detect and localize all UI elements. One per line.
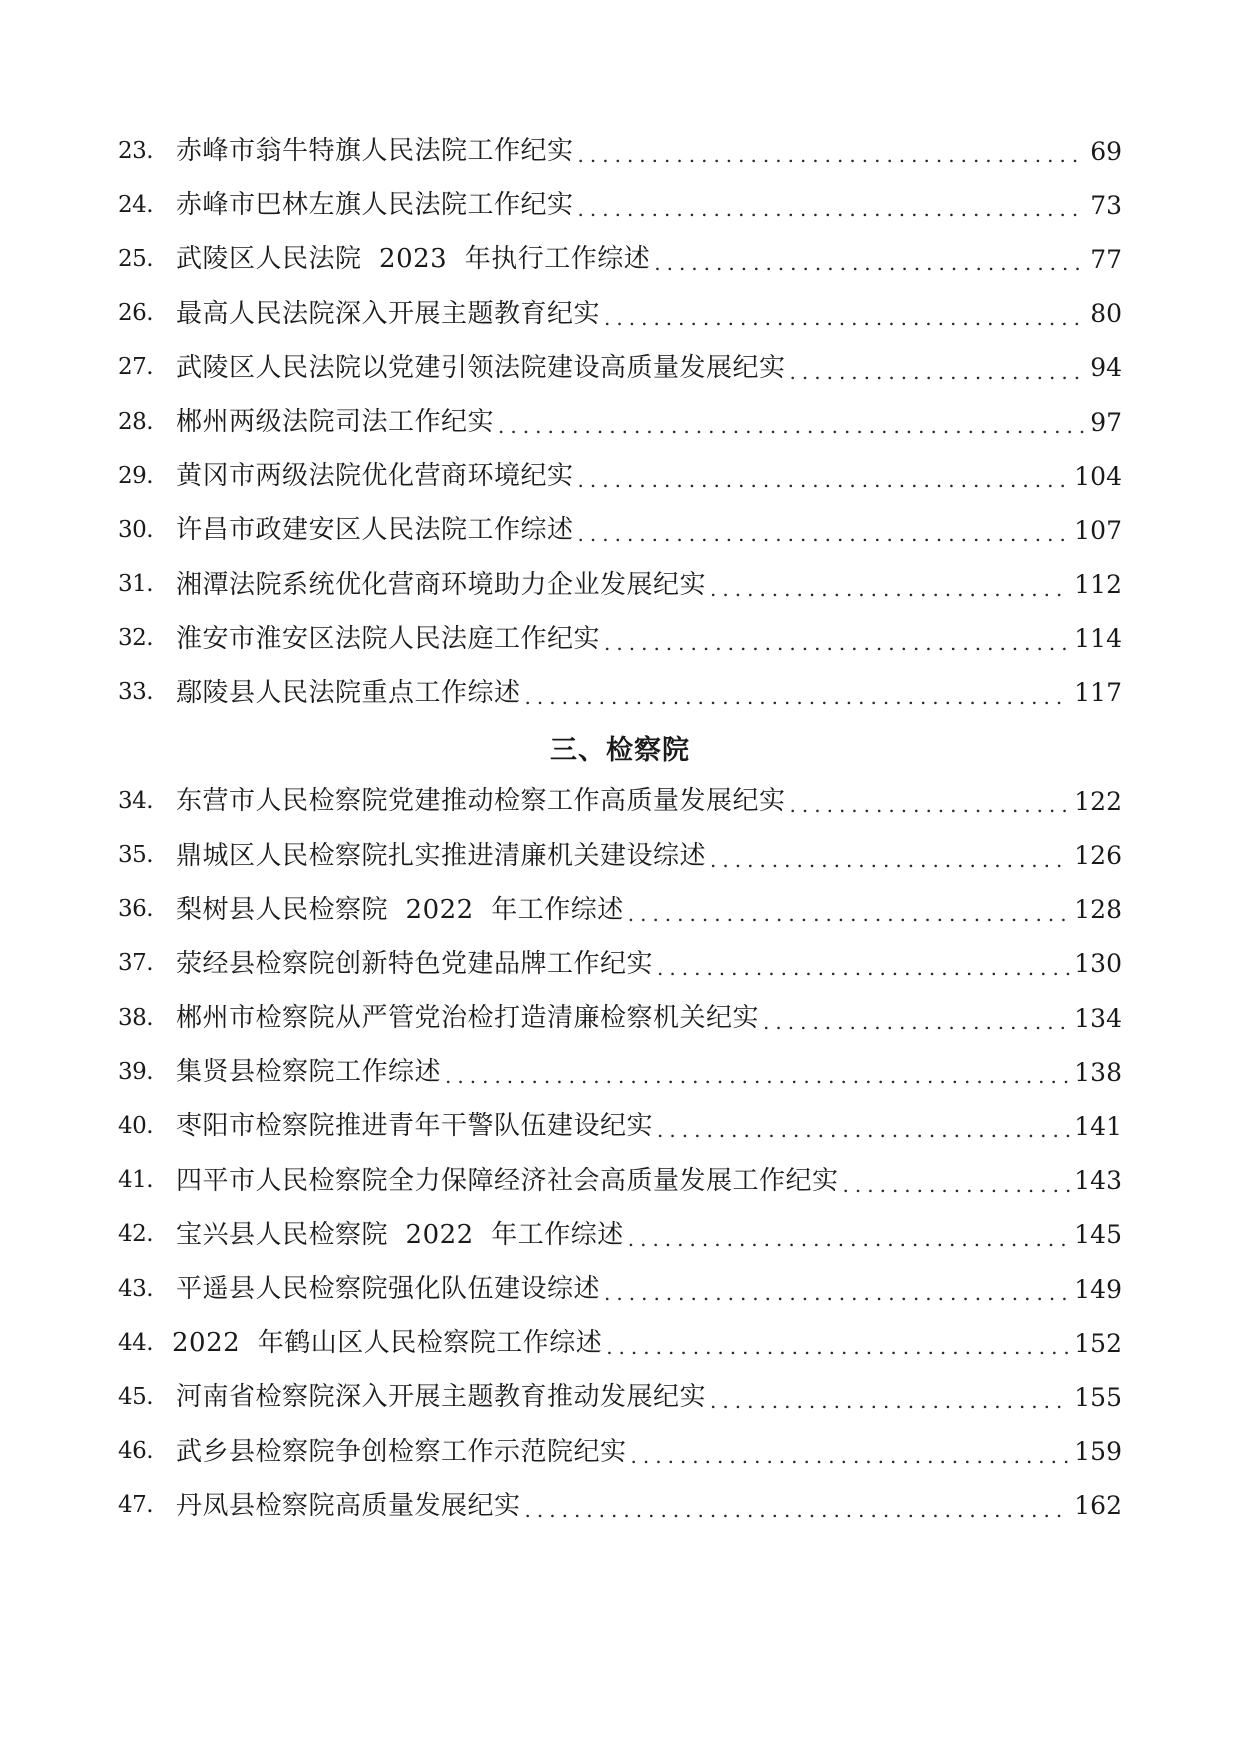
entry-number: 47. — [118, 1492, 154, 1519]
toc-entry-35[interactable] — [118, 828, 1122, 882]
toc-entry-23[interactable] — [118, 124, 1122, 178]
entry-page-number: 122 — [1074, 786, 1122, 816]
entry-title: 荥经县检察院创新特色党建品牌工作纪实 — [176, 948, 654, 979]
dot-leader — [710, 850, 1070, 870]
entry-title: 郴州两级法院司法工作纪实 — [176, 407, 495, 438]
dot-leader — [790, 795, 1071, 815]
entry-page-number: 134 — [1074, 1003, 1122, 1033]
entry-number: 33. — [118, 679, 154, 706]
toc-entry-40[interactable] — [118, 1099, 1122, 1153]
entry-title: 湘潭法院系统优化营商环境助力企业发展纪实 — [176, 569, 707, 600]
entry-page-number: 73 — [1090, 190, 1122, 220]
entry-page-number: 162 — [1074, 1491, 1122, 1521]
entry-page-number: 112 — [1074, 570, 1122, 600]
entry-number: 39. — [118, 1058, 154, 1085]
entry-title: 最高人民法院深入开展主题教育纪实 — [176, 298, 601, 329]
entry-page-number: 159 — [1074, 1437, 1122, 1467]
entry-page-number: 149 — [1074, 1274, 1122, 1304]
toc-entry-32[interactable] — [118, 612, 1122, 666]
dot-leader — [604, 633, 1070, 653]
toc-entry-24[interactable] — [118, 178, 1122, 232]
toc-entry-44[interactable] — [118, 1316, 1122, 1370]
entry-title: 四平市人民检察院全力保障经济社会高质量发展工作纪实 — [176, 1165, 839, 1196]
toc-entry-30[interactable] — [118, 503, 1122, 557]
dot-leader — [578, 145, 1087, 165]
toc-entry-31[interactable] — [118, 558, 1122, 612]
entry-title: 鄢陵县人民法院重点工作综述 — [176, 677, 521, 708]
entry-number: 25. — [118, 245, 154, 272]
dot-leader — [628, 904, 1071, 924]
dot-leader — [654, 253, 1086, 273]
dot-leader — [628, 1229, 1071, 1249]
dot-leader — [525, 687, 1071, 707]
entry-title: 平遥县人民检察院强化队伍建设综述 — [176, 1274, 601, 1305]
toc-entry-42[interactable] — [118, 1208, 1122, 1262]
entry-title: 武乡县检察院争创检察工作示范院纪实 — [176, 1436, 627, 1467]
entry-page-number: 145 — [1074, 1220, 1122, 1250]
entry-page-number: 155 — [1074, 1382, 1122, 1412]
dot-leader — [710, 1391, 1070, 1411]
toc-entry-34[interactable] — [118, 774, 1122, 828]
toc-entry-33[interactable] — [118, 666, 1122, 720]
entry-number: 40. — [118, 1112, 154, 1139]
entry-title: 赤峰市翁牛特旗人民法院工作纪实 — [176, 136, 574, 167]
entry-title: 宝兴县人民检察院 2022 年工作综述 — [176, 1219, 624, 1250]
entry-title: 武陵区人民法院 2023 年执行工作综述 — [176, 244, 651, 275]
entry-title: 淮安市淮安区法院人民法庭工作纪实 — [176, 623, 601, 654]
table-of-contents — [118, 124, 1122, 1533]
entry-number: 35. — [118, 842, 154, 869]
entry-number: 44. — [118, 1329, 154, 1356]
entry-title: 东营市人民检察院党建推动检察工作高质量发展纪实 — [176, 786, 786, 817]
entry-page-number: 152 — [1074, 1328, 1122, 1358]
entry-number: 38. — [118, 1004, 154, 1031]
entry-number: 28. — [118, 408, 154, 435]
entry-page-number: 97 — [1090, 407, 1122, 437]
toc-entry-27[interactable] — [118, 341, 1122, 395]
entry-number: 30. — [118, 516, 154, 543]
entry-page-number: 69 — [1090, 136, 1122, 166]
dot-leader — [606, 1337, 1070, 1357]
entry-page-number: 80 — [1090, 299, 1122, 329]
section-heading: 三、检察院 — [550, 734, 690, 766]
entry-title: 武陵区人民法院以党建引领法院建设高质量发展纪实 — [176, 352, 786, 383]
entry-number: 29. — [118, 462, 154, 489]
entry-title: 2022 年鹤山区人民检察院工作综述 — [172, 1328, 603, 1359]
dot-leader — [604, 1283, 1070, 1303]
dot-leader — [763, 1012, 1070, 1032]
dot-leader — [445, 1066, 1070, 1086]
toc-entry-37[interactable] — [118, 937, 1122, 991]
entry-title: 黄冈市两级法院优化营商环境纪实 — [176, 461, 574, 492]
entry-page-number: 141 — [1074, 1111, 1122, 1141]
entry-number: 41. — [118, 1167, 154, 1194]
entry-number: 43. — [118, 1275, 154, 1302]
entry-title: 枣阳市检察院推进青年干警队伍建设纪实 — [176, 1111, 654, 1142]
entry-page-number: 138 — [1074, 1057, 1122, 1087]
entry-title: 许昌市政建安区人民法院工作综述 — [176, 515, 574, 546]
entry-number: 45. — [118, 1383, 154, 1410]
entry-number: 42. — [118, 1221, 154, 1248]
entry-title: 赤峰市巴林左旗人民法院工作纪实 — [176, 190, 574, 221]
toc-entry-45[interactable] — [118, 1370, 1122, 1424]
entry-page-number: 104 — [1074, 461, 1122, 491]
toc-entry-41[interactable] — [118, 1154, 1122, 1208]
dot-leader — [710, 579, 1070, 599]
dot-leader — [498, 416, 1086, 436]
toc-entry-29[interactable] — [118, 449, 1122, 503]
toc-entry-36[interactable] — [118, 883, 1122, 937]
entry-number: 27. — [118, 354, 154, 381]
entry-number: 23. — [118, 137, 154, 164]
entry-title: 丹凤县检察院高质量发展纪实 — [176, 1490, 521, 1521]
entry-page-number: 126 — [1074, 841, 1122, 871]
dot-leader — [843, 1175, 1071, 1195]
entry-page-number: 130 — [1074, 949, 1122, 979]
dot-leader — [578, 470, 1071, 490]
entry-page-number: 94 — [1090, 353, 1122, 383]
toc-entry-38[interactable] — [118, 991, 1122, 1045]
toc-entry-39[interactable] — [118, 1045, 1122, 1099]
entry-number: 37. — [118, 950, 154, 977]
toc-entry-26[interactable] — [118, 287, 1122, 341]
entry-title: 河南省检察院深入开展主题教育推动发展纪实 — [176, 1382, 707, 1413]
toc-entry-28[interactable] — [118, 395, 1122, 449]
toc-entry-43[interactable] — [118, 1262, 1122, 1316]
toc-entry-25[interactable] — [118, 232, 1122, 286]
entry-number: 46. — [118, 1438, 154, 1465]
entry-page-number: 117 — [1074, 678, 1122, 708]
entry-title: 郴州市检察院从严管党治检打造清廉检察机关纪实 — [176, 1003, 760, 1034]
dot-leader — [790, 362, 1087, 382]
entry-number: 32. — [118, 625, 154, 652]
entry-title: 梨树县人民检察院 2022 年工作综述 — [176, 894, 624, 925]
dot-leader — [631, 1446, 1071, 1466]
entry-title: 鼎城区人民检察院扎实推进清廉机关建设综述 — [176, 840, 707, 871]
dot-leader — [657, 1120, 1070, 1140]
entry-page-number: 143 — [1074, 1166, 1122, 1196]
dot-leader — [604, 308, 1086, 328]
dot-leader — [525, 1500, 1071, 1520]
dot-leader — [578, 524, 1071, 544]
entry-number: 31. — [118, 571, 154, 598]
toc-entry-46[interactable] — [118, 1425, 1122, 1479]
dot-leader — [657, 958, 1070, 978]
entry-page-number: 128 — [1074, 895, 1122, 925]
toc-entry-47[interactable] — [118, 1479, 1122, 1533]
entry-number: 36. — [118, 896, 154, 923]
entry-number: 34. — [118, 787, 154, 814]
entry-page-number: 114 — [1074, 624, 1122, 654]
dot-leader — [578, 199, 1087, 219]
entry-number: 24. — [118, 191, 154, 218]
entry-number: 26. — [118, 300, 154, 327]
entry-page-number: 77 — [1090, 244, 1122, 274]
entry-title: 集贤县检察院工作综述 — [176, 1057, 442, 1088]
entry-page-number: 107 — [1074, 515, 1122, 545]
